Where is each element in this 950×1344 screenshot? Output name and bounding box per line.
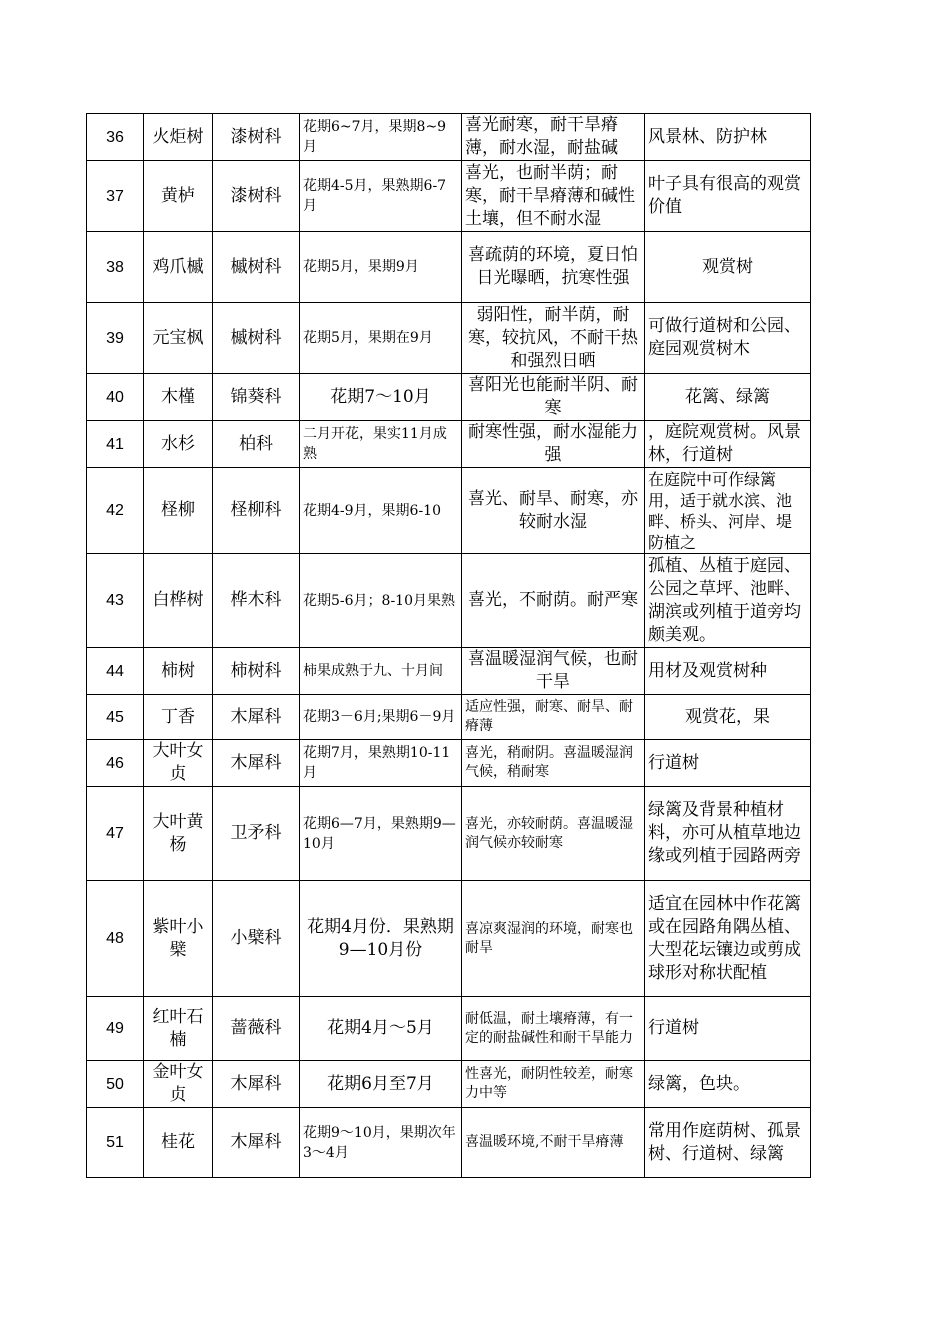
plant-family: 木犀科 [213, 1061, 300, 1108]
table-row [87, 554, 811, 648]
bloom-period: 花期7月，果熟期10-11月 [300, 740, 462, 787]
landscape-use: 叶子具有很高的观赏价值 [645, 161, 811, 232]
row-number: 46 [87, 740, 144, 787]
bloom-period: 花期7～10月 [300, 374, 462, 421]
growth-habit: 喜温暖环境,不耐干旱瘠薄 [462, 1108, 645, 1178]
landscape-use: 行道树 [645, 997, 811, 1061]
table-row [87, 740, 811, 787]
plant-family: 木犀科 [213, 740, 300, 787]
bloom-period: 花期6—7月，果熟期9—10月 [300, 787, 462, 881]
row-number: 50 [87, 1061, 144, 1108]
landscape-use: 用材及观赏树种 [645, 648, 811, 695]
plant-name: 元宝枫 [144, 303, 213, 374]
plant-name: 桂花 [144, 1108, 213, 1178]
table-row [87, 468, 811, 554]
table-row [87, 648, 811, 695]
row-number: 39 [87, 303, 144, 374]
bloom-period: 花期4-5月，果熟期6-7月 [300, 161, 462, 232]
growth-habit: 弱阳性，耐半荫，耐寒，较抗风，不耐干热和强烈日晒 [462, 303, 645, 374]
table-row [87, 881, 811, 997]
landscape-use: 行道树 [645, 740, 811, 787]
row-number: 42 [87, 468, 144, 554]
row-number: 48 [87, 881, 144, 997]
landscape-use: 花篱、绿篱 [645, 374, 811, 421]
landscape-use: ，庭院观赏树。风景林，行道树 [645, 421, 811, 468]
bloom-period: 花期4-9月，果期6-10 [300, 468, 462, 554]
bloom-period: 二月开花，果实11月成熟 [300, 421, 462, 468]
landscape-use: 绿篱及背景种植材料，亦可从植草地边缘或列植于园路两旁 [645, 787, 811, 881]
plant-family: 柽柳科 [213, 468, 300, 554]
bloom-period: 柿果成熟于九、十月间 [300, 648, 462, 695]
bloom-period: 花期4月份．果熟期9—10月份 [300, 881, 462, 997]
plant-name: 木槿 [144, 374, 213, 421]
growth-habit: 喜阳光也能耐半阴、耐寒 [462, 374, 645, 421]
row-number: 37 [87, 161, 144, 232]
plant-family: 漆树科 [213, 161, 300, 232]
plant-name: 柿树 [144, 648, 213, 695]
bloom-period: 花期4月～5月 [300, 997, 462, 1061]
growth-habit: 耐低温，耐土壤瘠薄，有一定的耐盐碱性和耐干旱能力 [462, 997, 645, 1061]
plant-name: 白桦树 [144, 554, 213, 648]
bloom-period: 花期9～10月，果期次年3～4月 [300, 1108, 462, 1178]
plant-name: 红叶石楠 [144, 997, 213, 1061]
landscape-use: 观赏树 [645, 232, 811, 303]
table-row [87, 421, 811, 468]
table-row [87, 232, 811, 303]
growth-habit: 喜光，亦较耐荫。喜温暖湿润气候亦较耐寒 [462, 787, 645, 881]
table-row [87, 997, 811, 1061]
landscape-use: 风景林、防护林 [645, 114, 811, 161]
growth-habit: 喜光耐寒，耐干旱瘠薄，耐水湿，耐盐碱 [462, 114, 645, 161]
plant-name: 水杉 [144, 421, 213, 468]
growth-habit: 性喜光，耐阴性较差，耐寒力中等 [462, 1061, 645, 1108]
row-number: 51 [87, 1108, 144, 1178]
plant-table [86, 113, 811, 1178]
table-row [87, 1108, 811, 1178]
row-number: 38 [87, 232, 144, 303]
growth-habit: 喜光，稍耐阴。喜温暖湿润气候，稍耐寒 [462, 740, 645, 787]
table-row [87, 303, 811, 374]
plant-family: 漆树科 [213, 114, 300, 161]
row-number: 45 [87, 695, 144, 740]
growth-habit: 喜温暖湿润气候，也耐干旱 [462, 648, 645, 695]
row-number: 40 [87, 374, 144, 421]
plant-name: 金叶女贞 [144, 1061, 213, 1108]
bloom-period: 花期3－6月;果期6－9月 [300, 695, 462, 740]
landscape-use: 在庭院中可作绿篱用，适于就水滨、池畔、桥头、河岸、堤防植之 [645, 468, 811, 554]
table-row [87, 374, 811, 421]
row-number: 44 [87, 648, 144, 695]
plant-family: 木犀科 [213, 1108, 300, 1178]
row-number: 36 [87, 114, 144, 161]
table-row [87, 695, 811, 740]
table-row [87, 114, 811, 161]
row-number: 47 [87, 787, 144, 881]
bloom-period: 花期5月，果期9月 [300, 232, 462, 303]
plant-family: 锦葵科 [213, 374, 300, 421]
plant-name: 火炬树 [144, 114, 213, 161]
landscape-use: 常用作庭荫树、孤景树、行道树、绿篱 [645, 1108, 811, 1178]
bloom-period: 花期5-6月；8-10月果熟 [300, 554, 462, 648]
plant-name: 黄栌 [144, 161, 213, 232]
plant-name: 紫叶小檗 [144, 881, 213, 997]
table-row [87, 787, 811, 881]
table-row [87, 161, 811, 232]
plant-family: 小檗科 [213, 881, 300, 997]
plant-family: 桦木科 [213, 554, 300, 648]
plant-family: 槭树科 [213, 303, 300, 374]
plant-name: 柽柳 [144, 468, 213, 554]
growth-habit: 喜光、耐旱、耐寒，亦较耐水湿 [462, 468, 645, 554]
table-row [87, 1061, 811, 1108]
plant-family: 蔷薇科 [213, 997, 300, 1061]
plant-name: 鸡爪槭 [144, 232, 213, 303]
growth-habit: 喜光，也耐半荫；耐寒，耐干旱瘠薄和碱性土壤，但不耐水湿 [462, 161, 645, 232]
plant-family: 柏科 [213, 421, 300, 468]
growth-habit: 耐寒性强，耐水湿能力强 [462, 421, 645, 468]
plant-name: 丁香 [144, 695, 213, 740]
landscape-use: 适宜在园林中作花篱或在园路角隅丛植、大型花坛镶边或剪成球形对称状配植 [645, 881, 811, 997]
landscape-use: 孤植、丛植于庭园、公园之草坪、池畔、湖滨或列植于道旁均颇美观。 [645, 554, 811, 648]
row-number: 43 [87, 554, 144, 648]
growth-habit: 喜疏荫的环境，夏日怕日光曝晒，抗寒性强 [462, 232, 645, 303]
bloom-period: 花期5月，果期在9月 [300, 303, 462, 374]
landscape-use: 可做行道树和公园、庭园观赏树木 [645, 303, 811, 374]
plant-family: 槭树科 [213, 232, 300, 303]
plant-name: 大叶女贞 [144, 740, 213, 787]
bloom-period: 花期6~7月，果期8~9月 [300, 114, 462, 161]
plant-family: 木犀科 [213, 695, 300, 740]
row-number: 49 [87, 997, 144, 1061]
bloom-period: 花期6月至7月 [300, 1061, 462, 1108]
growth-habit: 喜光，不耐荫。耐严寒 [462, 554, 645, 648]
plant-name: 大叶黄杨 [144, 787, 213, 881]
plant-family: 柿树科 [213, 648, 300, 695]
plant-family: 卫矛科 [213, 787, 300, 881]
landscape-use: 绿篱，色块。 [645, 1061, 811, 1108]
row-number: 41 [87, 421, 144, 468]
growth-habit: 适应性强，耐寒、耐旱、耐瘠薄 [462, 695, 645, 740]
landscape-use: 观赏花，果 [645, 695, 811, 740]
growth-habit: 喜凉爽湿润的环境，耐寒也耐旱 [462, 881, 645, 997]
